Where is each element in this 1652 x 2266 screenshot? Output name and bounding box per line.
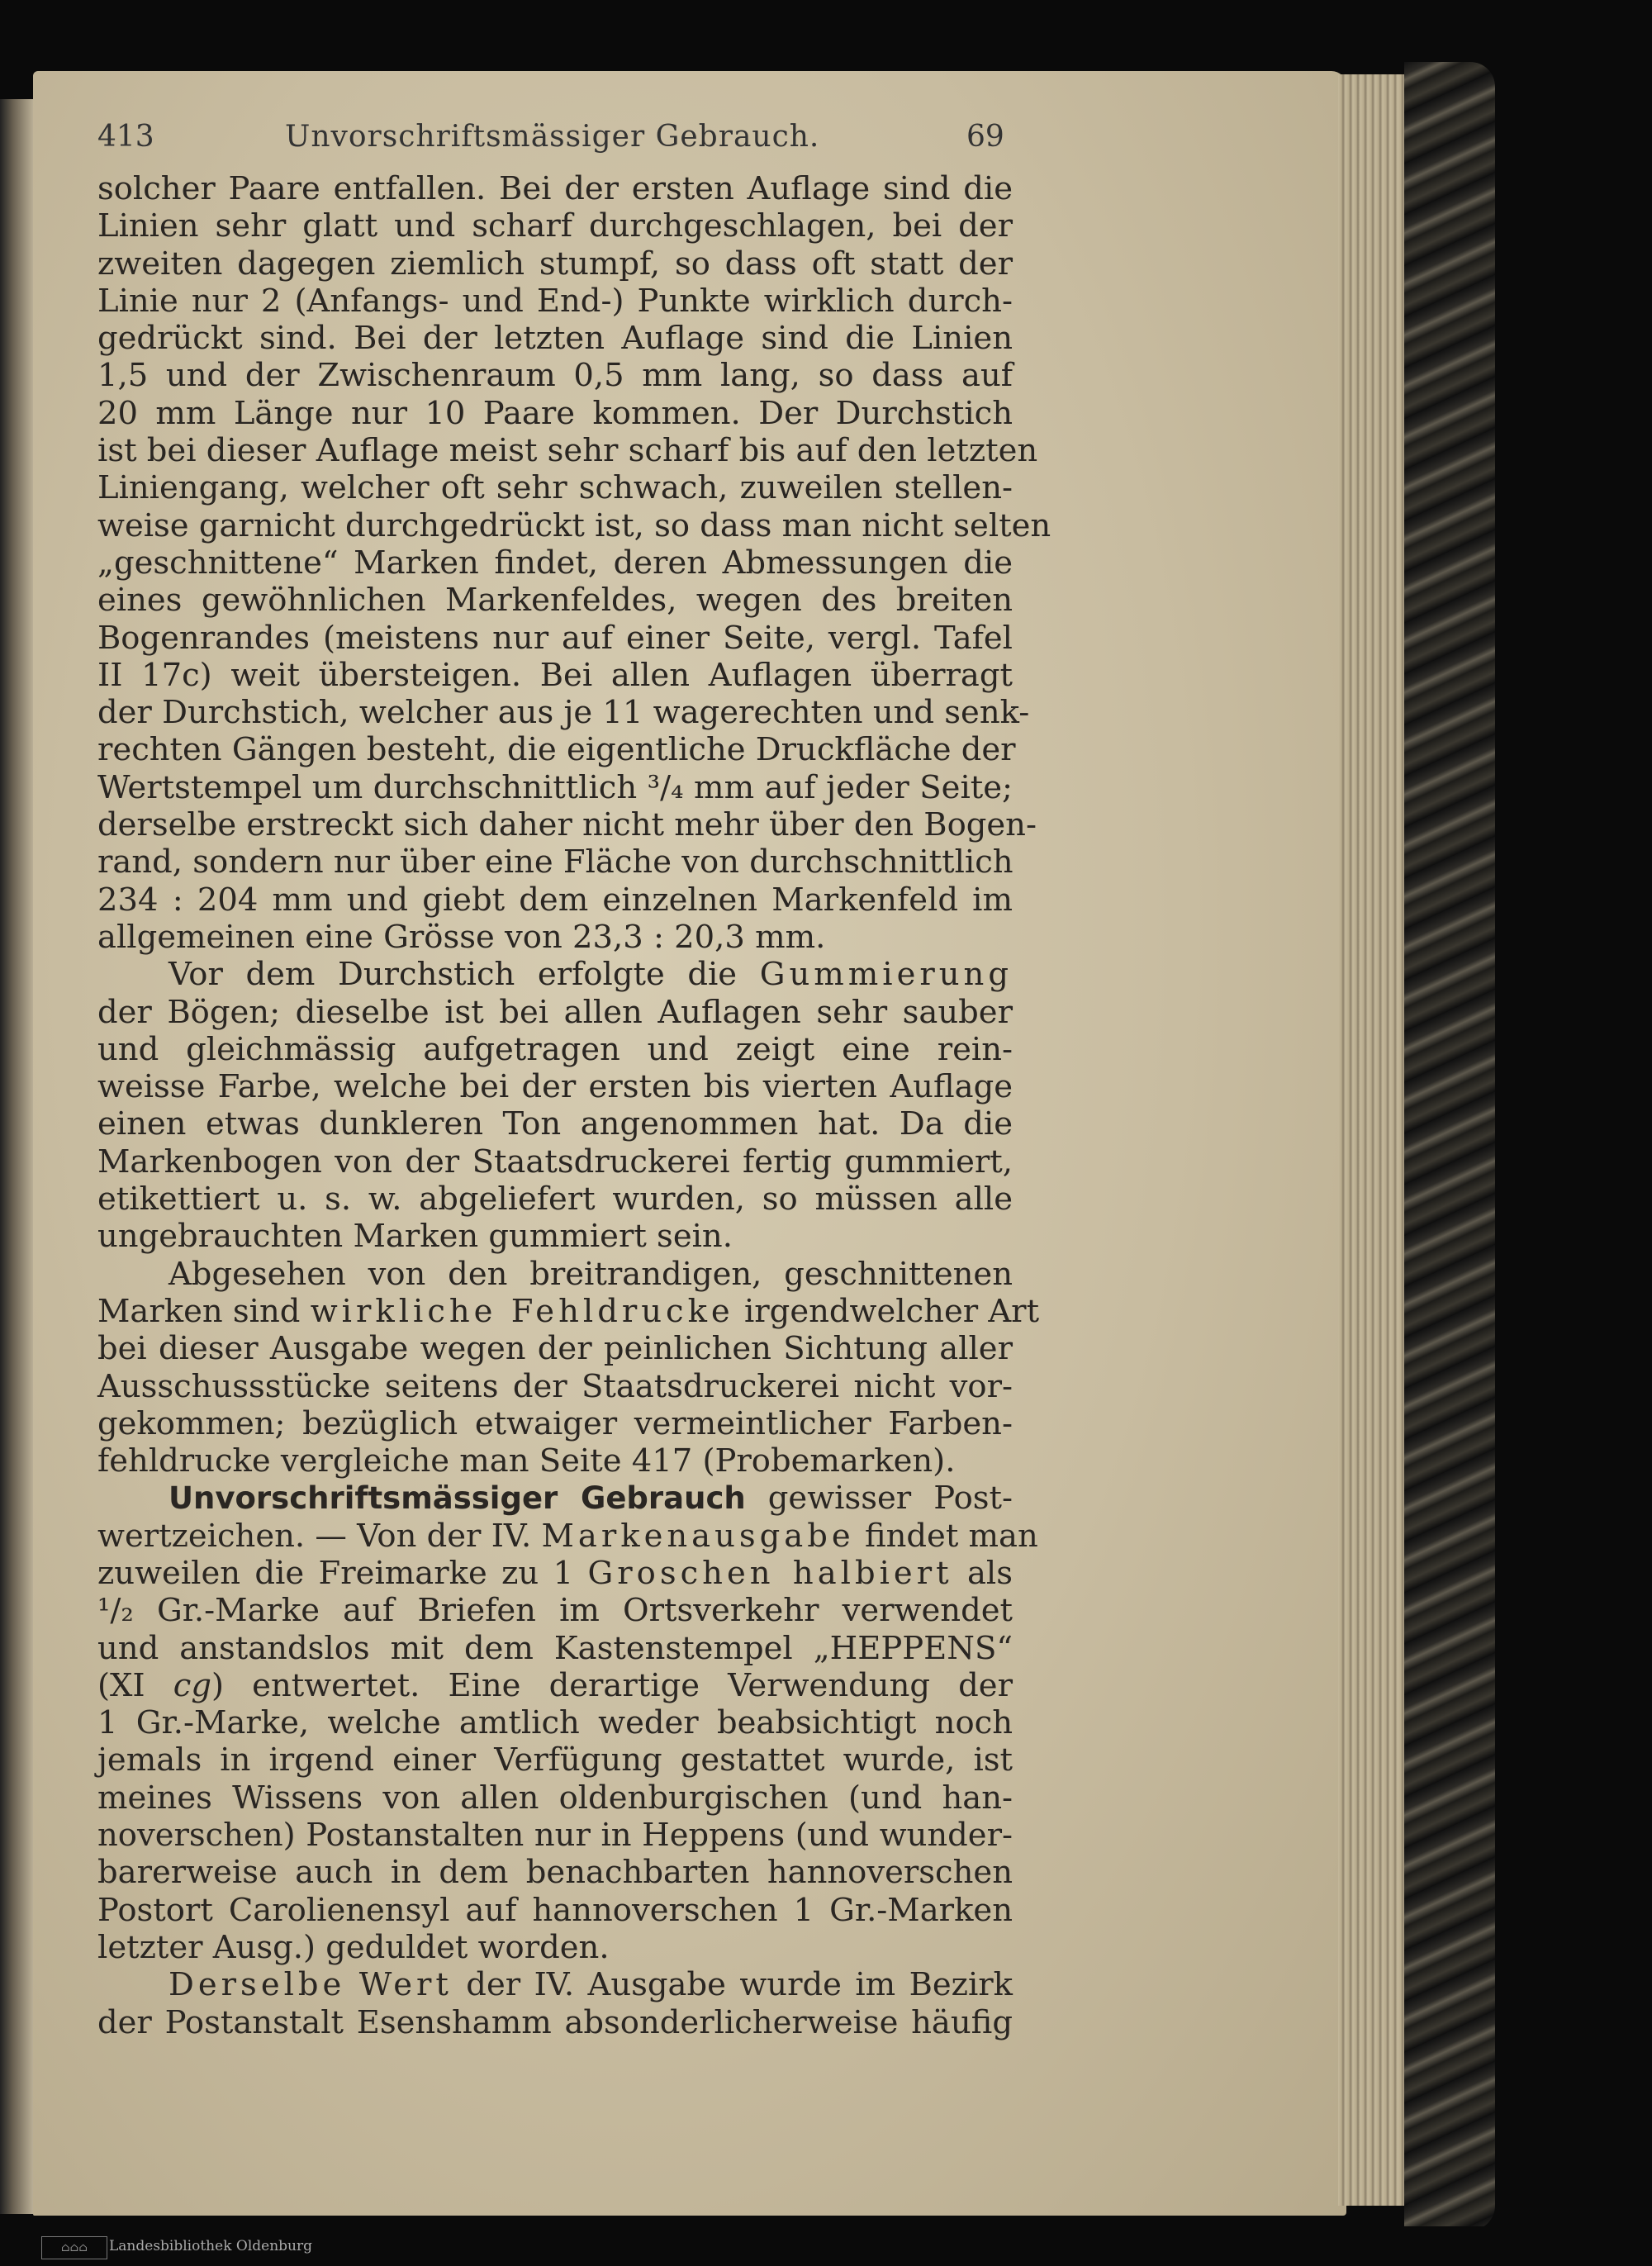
spaced-emphasis: Wert (358, 1966, 453, 2004)
text-line: „geschnittene“ Marken findet, deren Abmessungen die (97, 544, 1013, 582)
text-line: barerweise auch in dem benachbarten hannoverschen (97, 1854, 1013, 1892)
text-line: Markenbogen von der Staatsdruckerei fertig gummiert, (97, 1143, 1013, 1181)
text-line: zweiten dagegen ziemlich stumpf, so dass oft statt der (97, 245, 1013, 283)
text-line: bei dieser Ausgabe wegen der peinlichen Sichtung aller (97, 1330, 1013, 1368)
text-line: Postort Carolienensyl auf hannoverschen 1 Gr.-Marken (97, 1891, 1013, 1929)
left-page-edge (0, 99, 33, 2214)
spaced-emphasis: Markenausgabe (541, 1517, 855, 1555)
text-line: noverschen) Postanstalten nur in Heppens (und wunder- (97, 1817, 1013, 1855)
spaced-emphasis: Gummierung (759, 956, 1013, 994)
text-line: 1 Gr.-Marke, welche amtlich weder beabsichtigt noch (97, 1704, 1013, 1742)
text-line: meines Wissens von allen oldenburgischen (und han- (97, 1779, 1013, 1817)
text-line: Ausschussstücke seitens der Staatsdruckerei nicht vor- (97, 1367, 1013, 1405)
text-line: Marken sind wirkliche Fehldrucke irgendwelcher Art (97, 1292, 1040, 1330)
text-line: fehldrucke vergleiche man Seite 417 (Probemarken). (97, 1442, 956, 1480)
page-number: 69 (966, 120, 1004, 154)
text-line: ungebrauchten Marken gummiert sein. (97, 1218, 733, 1256)
viewer-footer (0, 2226, 1652, 2266)
library-building-icon: ⌂⌂⌂ (41, 2236, 107, 2259)
spaced-emphasis: wirkliche Fehldrucke (310, 1292, 734, 1330)
text-line: letzter Ausg.) geduldet worden. (97, 1928, 610, 1966)
text-line: Linie nur 2 (Anfangs- und End-) Punkte wirklich durch- (97, 282, 1013, 320)
text-line: Abgesehen von den breitrandigen, geschnittenen (169, 1255, 1013, 1293)
text-line: weisse Farbe, welche bei der ersten bis vierten Auflage (97, 1068, 1013, 1106)
text-line: und gleichmässig aufgetragen und zeigt eine rein- (97, 1030, 1013, 1068)
italic-text: cg (173, 1666, 211, 1704)
text-line: Derselbe Wert der IV. Ausgabe wurde im Bezirk (169, 1966, 1013, 2004)
text-line: Wertstempel um durchschnittlich ³/₄ mm auf jeder Seite; (97, 768, 1013, 806)
text-line: jemals in irgend einer Verfügung gestattet wurde, ist (97, 1741, 1013, 1779)
text-line: zuweilen die Freimarke zu 1 Groschen halbiert als (97, 1554, 1014, 1592)
body-text (97, 170, 1051, 2041)
text-line: der Bögen; dieselbe ist bei allen Auflagen sehr sauber (97, 993, 1013, 1031)
text-line: weise garnicht durchgedrückt ist, so dass man nicht selten (97, 506, 1051, 544)
section-heading: Unvorschriftsmässiger Gebrauch (169, 1480, 746, 1517)
text-line: der Postanstalt Esenshamm absonderlicherweise häufig (97, 2003, 1013, 2041)
text-line: allgemeinen eine Grösse von 23,3 : 20,3 mm. (97, 918, 826, 956)
text-line: solcher Paare entfallen. Bei der ersten Auflage sind die (97, 170, 1013, 207)
spaced-emphasis: Derselbe (169, 1966, 346, 2004)
marbled-book-binding (1404, 62, 1495, 2230)
running-title: Unvorschriftsmässiger Gebrauch. (285, 120, 820, 154)
text-line: Unvorschriftsmässiger Gebrauch gewisser Post- (169, 1480, 1013, 1518)
text-line: Linien sehr glatt und scharf durchgeschlagen, bei der (97, 207, 1013, 245)
text-line: etikettiert u. s. w. abgeliefert wurden, so müssen alle (97, 1181, 1013, 1219)
text-line: II 17c) weit übersteigen. Bei allen Auflagen überragt (97, 656, 1013, 694)
text-line: Liniengang, welcher oft sehr schwach, zuweilen stellen- (97, 469, 1013, 507)
text-line: gedrückt sind. Bei der letzten Auflage sind die Linien (97, 320, 1013, 358)
text-line: eines gewöhnlichen Markenfeldes, wegen des breiten (97, 582, 1013, 620)
spaced-emphasis: Groschen halbiert (587, 1554, 953, 1592)
left-page-number: 413 (97, 120, 154, 154)
text-line: Bogenrandes (meistens nur auf einer Seite, vergl. Tafel (97, 619, 1013, 657)
text-line: rand, sondern nur über eine Fläche von durchschnittlich (97, 843, 1014, 881)
text-line: derselbe erstreckt sich daher nicht mehr über den Bogen- (97, 806, 1037, 844)
text-line: der Durchstich, welcher aus je 11 wagerechten und senk- (97, 694, 1030, 732)
text-line: 234 : 204 mm und giebt dem einzelnen Markenfeld im (97, 881, 1013, 919)
text-line: ¹/₂ Gr.-Marke auf Briefen im Ortsverkehr verwendet (97, 1592, 1013, 1630)
text-line: 1,5 und der Zwischenraum 0,5 mm lang, so dass auf (97, 357, 1013, 395)
text-line: und anstandslos mit dem Kastenstempel „HEPPENS“ (97, 1629, 1013, 1667)
text-line: 20 mm Länge nur 10 Paare kommen. Der Durchstich (97, 394, 1013, 432)
text-line: (XI cg) entwertet. Eine derartige Verwendung der (97, 1666, 1013, 1704)
text-line: einen etwas dunkleren Ton angenommen hat. Da die (97, 1105, 1013, 1143)
page-stack-edges (1338, 74, 1412, 2206)
text-line: rechten Gängen besteht, die eigentliche Druckfläche der (97, 731, 1016, 769)
text-line: wertzeichen. — Von der IV. Markenausgabe findet man (97, 1517, 1038, 1555)
text-line: Vor dem Durchstich erfolgte die Gummierung (169, 956, 1013, 994)
text-line: ist bei dieser Auflage meist sehr scharf bis auf den letzten (97, 432, 1038, 470)
text-line: gekommen; bezüglich etwaiger vermeintlicher Farben- (97, 1404, 1013, 1442)
library-name: Landesbibliothek Oldenburg (109, 2238, 313, 2254)
